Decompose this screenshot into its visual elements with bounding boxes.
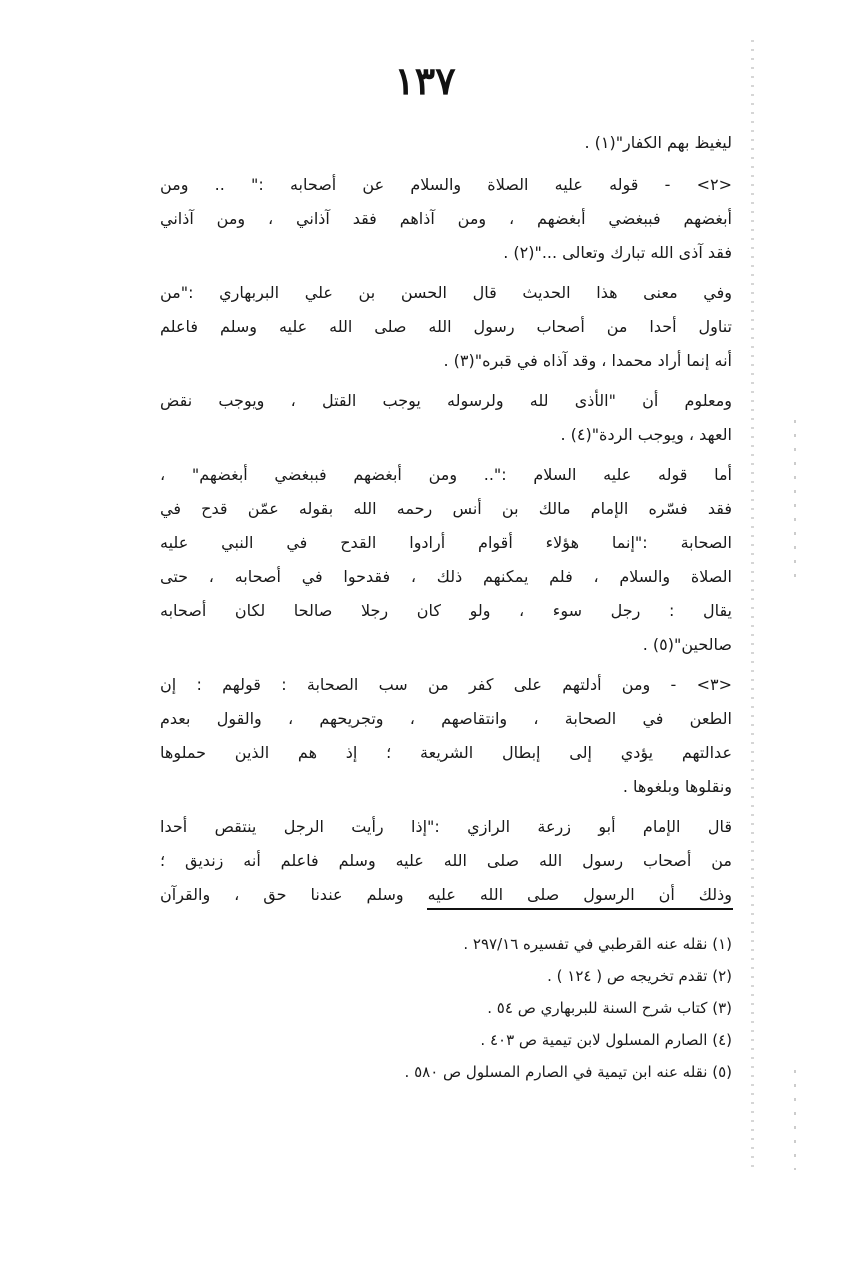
body-line: الصلاة والسلام ، فلم يمكنهم ذلك ، فقدحوا في أصحابه ، حتى <box>160 567 732 586</box>
body-line: أما قوله عليه السلام :".. ومن أبغضهم فببغضي أبغضهم" ، <box>160 465 732 484</box>
body-line: الصحابة :"إنما هؤلاء أقوام أرادوا القدح في النبي عليه <box>160 533 732 552</box>
body-line: تناول أحدا من أصحاب رسول الله صلى الله عليه وسلم فاعلم <box>160 317 732 336</box>
body-line: وذلك أن الرسول صلى الله عليه وسلم عندنا حق ، والقرآن <box>160 885 732 904</box>
scan-edge-speckle <box>794 420 796 580</box>
scan-edge-speckle <box>751 40 754 1170</box>
body-line: عدالتهم يؤدي إلى إبطال الشريعة ؛ إذ هم الذين حملوها <box>160 743 732 762</box>
footnote-item: (٤) الصارم المسلول لابن تيمية ص ٤٠٣ . <box>480 1031 732 1049</box>
body-line: الطعن في الصحابة ، وانتقاصهم ، وتجريحهم ، والقول بعدم <box>160 709 732 728</box>
footnote-divider <box>427 908 733 910</box>
body-line: أنه إنما أراد محمدا ، وقد آذاه في قبره"(٣) . <box>443 351 732 370</box>
footnote-item: (١) نقله عنه القرطبي في تفسيره ٢٩٧/١٦ . <box>463 935 732 953</box>
footnote-item: (٣) كتاب شرح السنة للبربهاري ص ٥٤ . <box>487 999 732 1017</box>
body-line: صالحين"(٥) . <box>642 635 732 654</box>
body-line: من أصحاب رسول الله صلى الله عليه وسلم فاعلم أنه زنديق ؛ <box>160 851 732 870</box>
body-line: ومعلوم أن "الأذى لله ولرسوله يوجب القتل ، ويوجب نقض <box>160 391 732 410</box>
body-line: فقد فسّره الإمام مالك بن أنس رحمه الله بقوله عمّن قدح في <box>160 499 732 518</box>
body-line: وفي معنى هذا الحديث قال الحسن بن علي البربهاري :"من <box>160 283 732 302</box>
body-line: أبغضهم فببغضي أبغضهم ، ومن آذاهم فقد آذاني ، ومن آذاني <box>160 209 732 228</box>
footnote-item: (٥) نقله عنه ابن تيمية في الصارم المسلول ص ٥٨٠ . <box>404 1063 732 1081</box>
scan-edge-speckle <box>794 1070 796 1170</box>
footnote-item: (٢) تقدم تخريجه ص ( ١٢٤ ) . <box>547 967 732 985</box>
body-line: ليغيظ بهم الكفار"(١) . <box>584 133 732 152</box>
body-line: فقد آذى الله تبارك وتعالى ..."(٢) . <box>503 243 732 262</box>
body-line: العهد ، ويوجب الردة"(٤) . <box>560 425 732 444</box>
body-line: يقال : رجل سوء ، ولو كان رجلا صالحا لكان أصحابه <box>160 601 732 620</box>
page-number: ١٣٧ <box>394 58 456 103</box>
body-line: <٣> - ومن أدلتهم على كفر من سب الصحابة : قولهم : إن <box>160 675 732 694</box>
body-line: قال الإمام أبو زرعة الرازي :"إذا رأيت الرجل ينتقص أحدا <box>160 817 732 836</box>
body-line: ونقلوها وبلغوها . <box>622 777 732 796</box>
body-line: <٢> - قوله عليه الصلاة والسلام عن أصحابه :" .. ومن <box>160 175 732 194</box>
